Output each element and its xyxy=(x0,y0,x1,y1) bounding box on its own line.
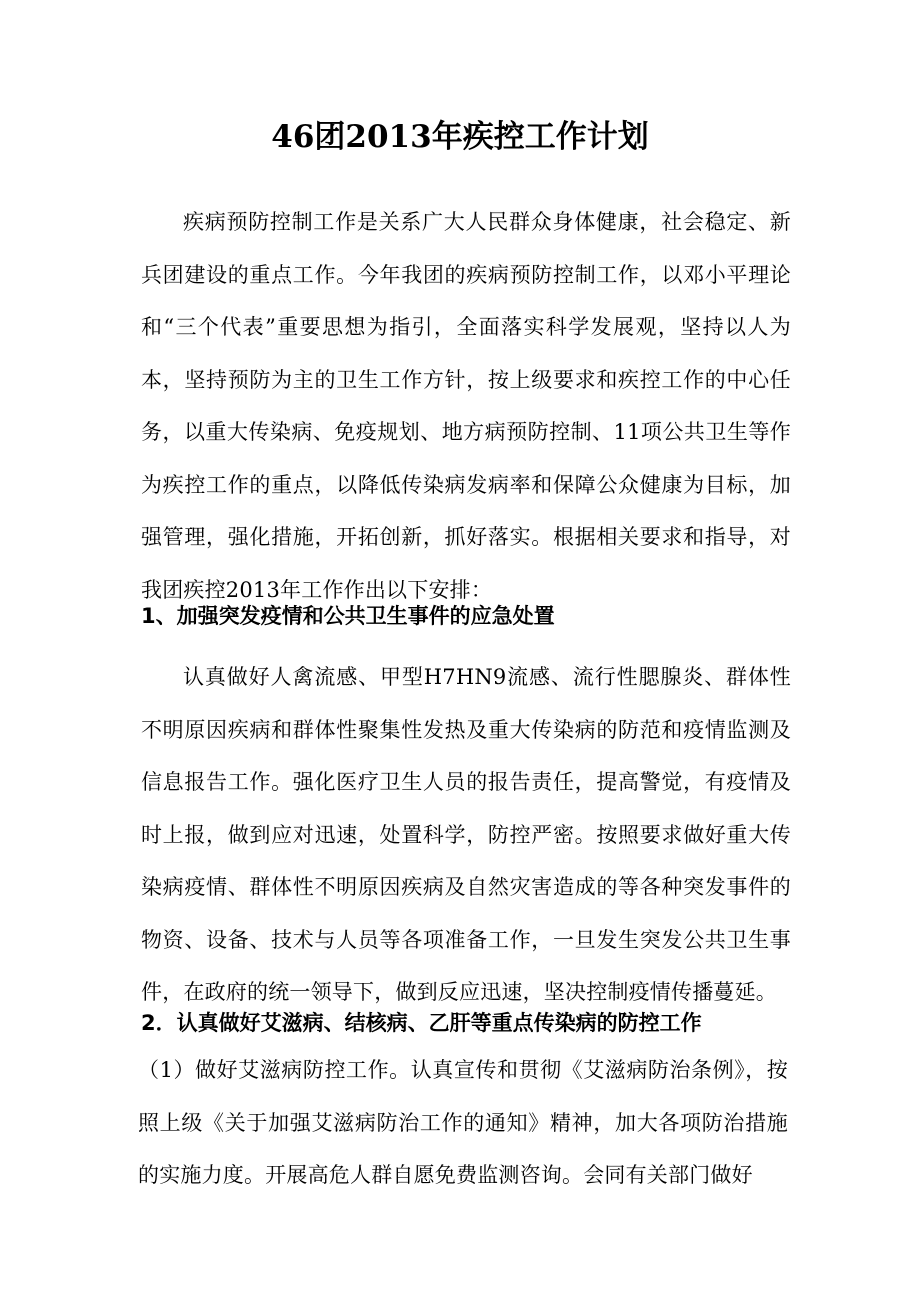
document-title: 46团2013年疾控工作计划 xyxy=(271,119,649,155)
section-1-heading: 1、加强突发疫情和公共卫生事件的应急处置 xyxy=(141,604,555,628)
intro-paragraph: 疾病预防控制工作是关系广大人民群众身体健康，社会稳定、新兵团建设的重点工作。今年我团的疾病预防控制工作，以邓小平理论和“三个代表”重要思想为指引，全面落实科学发展观，坚持以人为本，坚持预防为主的卫生工作方针，按上级要求和疾控工作的中心任务，以重大传染病、免疫规划、地方病预防控制、11项公共卫生等作为疾控工作的重点，以降低传染病发病率和保障公众健康为目标，加强管理，强化措施，开拓创新，抓好落实。根据相关要求和指导，对我团疾控2013年工作作出以下安排： xyxy=(141,210,791,602)
section-1-paragraph: 认真做好人禽流感、甲型H7HN9流感、流行性腮腺炎、群体性不明原因疾病和群体性聚集性发热及重大传染病的防范和疫情监测及信息报告工作。强化医疗卫生人员的报告责任，提高警觉，有疫情及时上报，做到应对迅速，处置科学，防控严密。按照要求做好重大传染病疫情、群体性不明原因疾病及自然灾害造成的等各种突发事件的物资、设备、技术与人员等各项准备工作，一旦发生突发公共卫生事件，在政府的统一领导下，做到反应迅速，坚决控制疫情传播蔓延。 xyxy=(141,665,791,1004)
section-2-heading: 2．认真做好艾滋病、结核病、乙肝等重点传染病的防控工作 xyxy=(141,1011,702,1035)
section-2-paragraph: （1）做好艾滋病防控工作。认真宣传和贯彻《艾滋病防治条例》，按照上级《关于加强艾滋病防治工作的通知》精神，加大各项防治措施的实施力度。开展高危人群自愿免费监测咨询。会同有关部门做好 xyxy=(138,1058,788,1187)
